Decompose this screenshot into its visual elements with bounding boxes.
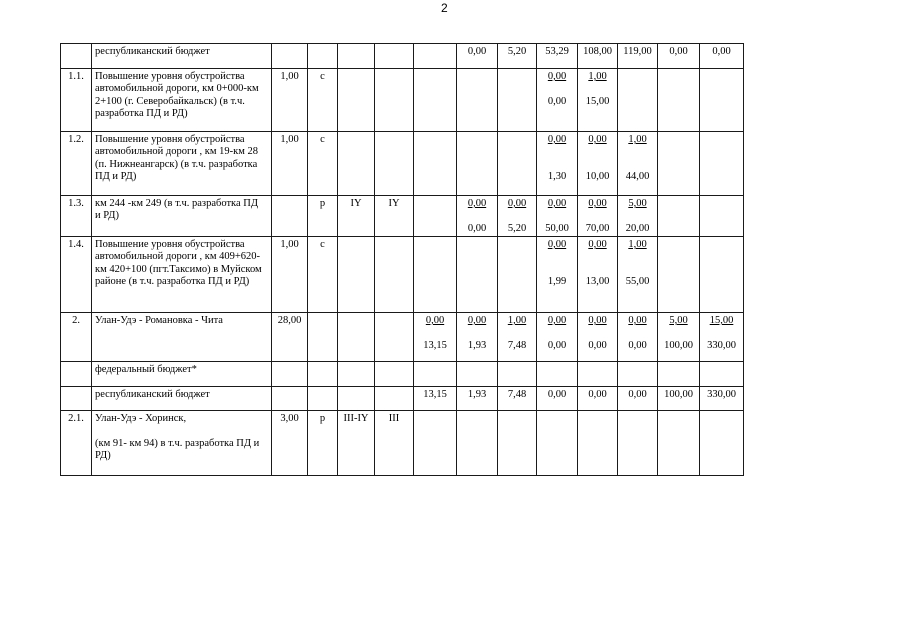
value-cell <box>700 411 744 476</box>
value-cell <box>414 362 457 387</box>
value: 5,20 <box>507 222 527 234</box>
value: 330,00 <box>707 339 736 351</box>
category-cell <box>338 69 375 132</box>
number-cell: 1.3. <box>61 196 92 237</box>
value: 1,93 <box>467 339 487 351</box>
name-cell: федеральный бюджет* <box>92 362 272 387</box>
type-cell: р <box>308 411 338 476</box>
type-cell: с <box>308 132 338 196</box>
value-cell <box>537 362 578 387</box>
value: 13,00 <box>585 276 610 288</box>
value-cell <box>537 132 578 196</box>
value: 15,00 <box>585 95 610 107</box>
value: 7,48 <box>507 339 527 351</box>
value-cell <box>498 69 537 132</box>
underlined-value: 1,00 <box>507 315 527 326</box>
value: 50,00 <box>545 222 569 234</box>
table-row <box>61 411 744 476</box>
category-cell <box>338 44 375 69</box>
value: 55,00 <box>625 276 650 288</box>
value-cell <box>618 362 658 387</box>
length-cell <box>272 196 308 237</box>
underlined-value: 0,00 <box>547 198 567 209</box>
value-cell <box>618 69 658 132</box>
value-cell: 0,00 <box>578 387 618 411</box>
type-cell: р <box>308 196 338 237</box>
category-cell <box>375 132 414 196</box>
category-cell <box>375 387 414 411</box>
table-row <box>61 69 744 132</box>
number-cell: 2.1. <box>61 411 92 476</box>
value-cell <box>578 196 618 237</box>
value-cell <box>578 362 618 387</box>
category-cell <box>338 362 375 387</box>
value-cell: 7,48 <box>498 387 537 411</box>
value-cell <box>700 132 744 196</box>
length-cell: 28,00 <box>272 313 308 362</box>
number-cell: 2. <box>61 313 92 362</box>
value: 1,30 <box>547 171 567 183</box>
value-cell <box>414 411 457 476</box>
value-cell <box>457 132 498 196</box>
length-cell <box>272 387 308 411</box>
category-cell: III <box>375 411 414 476</box>
value-cell: 0,00 <box>700 44 744 69</box>
underlined-value: 0,00 <box>547 71 567 82</box>
table-row <box>61 132 744 196</box>
value-cell <box>658 411 700 476</box>
value: 44,00 <box>625 171 650 183</box>
value-cell <box>578 69 618 132</box>
type-cell <box>308 313 338 362</box>
value-cell <box>498 196 537 237</box>
category-cell <box>338 237 375 313</box>
category-cell: IY <box>375 196 414 237</box>
underlined-value: 5,00 <box>628 198 647 209</box>
value-cell <box>414 237 457 313</box>
underlined-value: 0,00 <box>547 134 567 145</box>
value: 0,00 <box>628 339 647 351</box>
value-cell <box>498 362 537 387</box>
number-cell <box>61 44 92 69</box>
name-cell: Повышение уровня обустройства автомобильной дороги, км 0+000-км 2+100 (г. Северобайкальск) (в т.ч. разработка ПД и РД) <box>92 69 272 132</box>
category-cell <box>338 313 375 362</box>
value-cell <box>578 411 618 476</box>
value-cell <box>578 132 618 196</box>
value-cell <box>618 313 658 362</box>
category-cell <box>338 132 375 196</box>
value-cell: 13,15 <box>414 387 457 411</box>
value-cell <box>414 44 457 69</box>
value-cell <box>700 362 744 387</box>
value: 20,00 <box>625 222 650 234</box>
underlined-value: 0,00 <box>467 315 487 326</box>
number-cell: 1.1. <box>61 69 92 132</box>
underlined-value: 0,00 <box>628 315 647 326</box>
value-cell: 119,00 <box>618 44 658 69</box>
value-cell <box>498 132 537 196</box>
number-cell: 1.4. <box>61 237 92 313</box>
value-cell <box>537 313 578 362</box>
value-cell <box>578 313 618 362</box>
value-cell <box>700 237 744 313</box>
number-cell: 1.2. <box>61 132 92 196</box>
value-cell <box>618 237 658 313</box>
value: 1,99 <box>547 276 567 288</box>
category-cell <box>375 69 414 132</box>
value: 100,00 <box>664 339 693 351</box>
underlined-value: 1,00 <box>628 134 647 145</box>
category-cell <box>375 362 414 387</box>
underlined-value: 0,00 <box>547 239 567 250</box>
underlined-value: 0,00 <box>547 315 567 326</box>
category-cell <box>338 387 375 411</box>
length-cell: 1,00 <box>272 132 308 196</box>
table-row <box>61 44 744 69</box>
type-cell <box>308 387 338 411</box>
category-cell: IY <box>338 196 375 237</box>
value-cell <box>658 69 700 132</box>
value: 0,00 <box>547 339 567 351</box>
length-cell: 3,00 <box>272 411 308 476</box>
value-cell <box>537 237 578 313</box>
value: 0,00 <box>588 339 607 351</box>
table-row <box>61 196 744 237</box>
value-cell <box>457 313 498 362</box>
length-cell: 1,00 <box>272 237 308 313</box>
value: 10,00 <box>585 171 610 183</box>
value-cell <box>498 237 537 313</box>
value-cell <box>658 132 700 196</box>
value-cell: 0,00 <box>658 44 700 69</box>
value-cell: 5,20 <box>498 44 537 69</box>
value: 0,00 <box>547 95 567 107</box>
value-cell <box>618 132 658 196</box>
value-cell: 53,29 <box>537 44 578 69</box>
type-cell: с <box>308 237 338 313</box>
underlined-value: 5,00 <box>669 315 688 326</box>
underlined-value: 15,00 <box>709 315 734 326</box>
value-cell <box>457 237 498 313</box>
value-cell: 1,93 <box>457 387 498 411</box>
underlined-value: 0,00 <box>588 315 607 326</box>
value-cell <box>700 313 744 362</box>
value-cell <box>537 411 578 476</box>
value-cell <box>414 132 457 196</box>
name-cell: Повышение уровня обустройства автомобильной дороги , км 19-км 28 (п. Нижнеангарск) (в т.ч. разработка ПД и РД) <box>92 132 272 196</box>
category-cell <box>375 313 414 362</box>
value: 0,00 <box>467 222 487 234</box>
underlined-value: 0,00 <box>467 198 487 209</box>
table-row <box>61 237 744 313</box>
value-cell <box>578 237 618 313</box>
value: 70,00 <box>585 222 610 234</box>
value-cell <box>700 69 744 132</box>
name-cell: республиканский бюджет <box>92 44 272 69</box>
number-cell <box>61 362 92 387</box>
value-cell <box>457 196 498 237</box>
value-cell <box>457 411 498 476</box>
value-cell <box>658 362 700 387</box>
value-cell <box>457 69 498 132</box>
value-cell <box>700 196 744 237</box>
type-cell: с <box>308 69 338 132</box>
value-cell <box>457 362 498 387</box>
category-cell <box>375 44 414 69</box>
type-cell <box>308 44 338 69</box>
value-cell <box>498 411 537 476</box>
length-cell: 1,00 <box>272 69 308 132</box>
value-cell: 108,00 <box>578 44 618 69</box>
value-cell <box>658 313 700 362</box>
table-row <box>61 362 744 387</box>
table-row <box>61 387 744 411</box>
value-cell: 330,00 <box>700 387 744 411</box>
value-cell <box>537 196 578 237</box>
value-cell <box>414 69 457 132</box>
category-cell <box>375 237 414 313</box>
value-cell <box>498 313 537 362</box>
underlined-value: 0,00 <box>425 315 445 326</box>
value-cell: 0,00 <box>457 44 498 69</box>
value-cell: 0,00 <box>537 387 578 411</box>
length-cell <box>272 44 308 69</box>
value-cell: 100,00 <box>658 387 700 411</box>
type-cell <box>308 362 338 387</box>
name-cell: Улан-Удэ - Хоринск, (км 91- км 94) в т.ч. разработка ПД и РД) <box>92 411 272 476</box>
name-cell: Повышение уровня обустройства автомобильной дороги , км 409+620- км 420+100 (пгт.Таксимо) в Муйском районе (в т.ч. разработка ПД и РД) <box>92 237 272 313</box>
underlined-value: 1,00 <box>628 239 647 250</box>
number-cell <box>61 387 92 411</box>
value-cell <box>414 196 457 237</box>
value-cell <box>618 196 658 237</box>
underlined-value: 0,00 <box>588 134 607 145</box>
value-cell <box>414 313 457 362</box>
underlined-value: 0,00 <box>588 198 607 209</box>
name-cell: Улан-Удэ - Романовка - Чита <box>92 313 272 362</box>
value-cell <box>618 411 658 476</box>
value-cell: 0,00 <box>618 387 658 411</box>
road-program-table <box>60 43 744 476</box>
name-cell: республиканский бюджет <box>92 387 272 411</box>
value-cell <box>658 237 700 313</box>
underlined-value: 0,00 <box>507 198 527 209</box>
value-cell <box>658 196 700 237</box>
length-cell <box>272 362 308 387</box>
value-cell <box>537 69 578 132</box>
page-number: 2 <box>441 1 448 15</box>
table-row <box>61 313 744 362</box>
category-cell: III-IY <box>338 411 375 476</box>
value: 13,15 <box>423 339 447 351</box>
underlined-value: 1,00 <box>588 71 607 82</box>
name-cell: км 244 -км 249 (в т.ч. разработка ПД и РД) <box>92 196 272 237</box>
underlined-value: 0,00 <box>588 239 607 250</box>
